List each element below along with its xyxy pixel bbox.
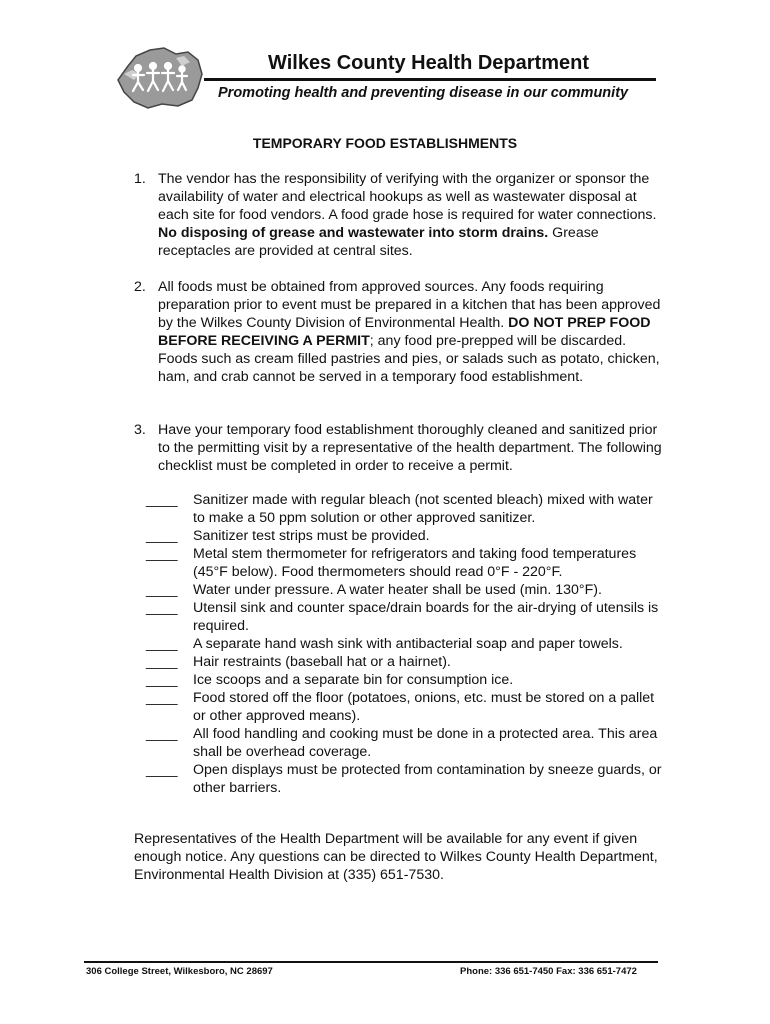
checklist-blank[interactable]: ____ <box>146 546 178 562</box>
item-text: Grease receptacles are provided at central sites. <box>158 225 599 259</box>
closing-paragraph: Representatives of the Health Department will be available for any event if given enough notice. Any questions can be directed to Wilkes County Health Department, Environmental Health Division at (335) 651-7530. <box>134 831 658 883</box>
checklist-blank[interactable]: ____ <box>146 600 178 616</box>
checklist <box>146 491 666 797</box>
checklist-blank[interactable]: ____ <box>146 654 178 670</box>
item-text: The vendor has the responsibility of verifying with the organizer or sponsor the availability of water and electrical hookups as well as wastewater disposal at each site for food vendors. A food grade hose is required for water connections. <box>158 171 657 223</box>
page-subtitle: Promoting health and preventing disease in our community <box>218 85 629 101</box>
checklist-item <box>146 581 666 599</box>
numbered-item-2 <box>134 278 664 386</box>
numbered-item-3 <box>134 421 664 475</box>
checklist-blank[interactable]: ____ <box>146 690 178 706</box>
checklist-blank[interactable]: ____ <box>146 582 178 598</box>
checklist-item <box>146 491 666 527</box>
checklist-item <box>146 761 666 797</box>
item-number: 3. <box>134 422 146 438</box>
checklist-text: Metal stem thermometer for refrigerators and taking food temperatures (45°F below). Food thermometers should read 0°F - 220°F. <box>193 546 637 580</box>
checklist-blank[interactable]: ____ <box>146 636 178 652</box>
county-map-with-people-icon <box>114 44 204 112</box>
item-body <box>158 278 664 386</box>
checklist-text: Sanitizer made with regular bleach (not scented bleach) mixed with water to make a 50 ppm solution or other approved sanitizer. <box>193 492 653 526</box>
item-text: ; any food pre-prepped will be discarded. Foods such as cream filled pastries and pies, or salads such as potato, chicken, ham, and crab cannot be served in a temporary food establishment. <box>158 333 660 385</box>
item-text: Have your temporary food establishment thoroughly cleaned and sanitized prior to the permitting visit by a representative of the health department. The following checklist must be completed in order to receive a permit. <box>158 422 662 474</box>
item-bold-text: No disposing of grease and wastewater into storm drains. <box>158 225 549 241</box>
checklist-blank[interactable]: ____ <box>146 492 178 508</box>
item-text: All foods must be obtained from approved sources. Any foods requiring preparation prior to event must be prepared in a kitchen that has been approved by the Wilkes County Division of Environmental Health. <box>158 279 661 331</box>
footer-divider <box>84 961 658 963</box>
header-divider <box>204 78 656 81</box>
checklist-blank[interactable]: ____ <box>146 762 178 778</box>
checklist-text: Open displays must be protected from contamination by sneeze guards, or other barriers. <box>193 762 662 796</box>
checklist-text: Sanitizer test strips must be provided. <box>193 528 430 544</box>
item-body <box>158 170 664 260</box>
checklist-text: A separate hand wash sink with antibacterial soap and paper towels. <box>193 636 623 652</box>
checklist-item <box>146 527 666 545</box>
item-number: 2. <box>134 279 146 295</box>
checklist-text: Water under pressure. A water heater shall be used (min. 130°F). <box>193 582 602 598</box>
checklist-item <box>146 725 666 761</box>
checklist-item <box>146 599 666 635</box>
checklist-item <box>146 635 666 653</box>
checklist-text: Utensil sink and counter space/drain boards for the air-drying of utensils is required. <box>193 600 659 634</box>
footer-address: 306 College Street, Wilkesboro, NC 28697 <box>86 966 273 977</box>
checklist-text: Ice scoops and a separate bin for consumption ice. <box>193 672 514 688</box>
footer-phone: Phone: 336 651-7450 Fax: 336 651-7472 <box>460 966 637 977</box>
checklist-blank[interactable]: ____ <box>146 528 178 544</box>
checklist-blank[interactable]: ____ <box>146 672 178 688</box>
checklist-item <box>146 689 666 725</box>
checklist-item <box>146 653 666 671</box>
checklist-item <box>146 545 666 581</box>
item-bold-text: DO NOT PREP FOOD BEFORE RECEIVING A PERMIT <box>158 315 651 349</box>
section-title: TEMPORARY FOOD ESTABLISHMENTS <box>252 135 518 151</box>
numbered-item-1 <box>134 170 664 260</box>
checklist-text: Food stored off the floor (potatoes, onions, etc. must be stored on a pallet or other approved means). <box>193 690 655 724</box>
checklist-text: All food handling and cooking must be done in a protected area. This area shall be overhead coverage. <box>193 726 658 760</box>
checklist-text: Hair restraints (baseball hat or a hairnet). <box>193 654 451 670</box>
checklist-blank[interactable]: ____ <box>146 726 178 742</box>
checklist-item <box>146 671 666 689</box>
item-number: 1. <box>134 171 146 187</box>
page-title: Wilkes County Health Department <box>268 52 589 74</box>
